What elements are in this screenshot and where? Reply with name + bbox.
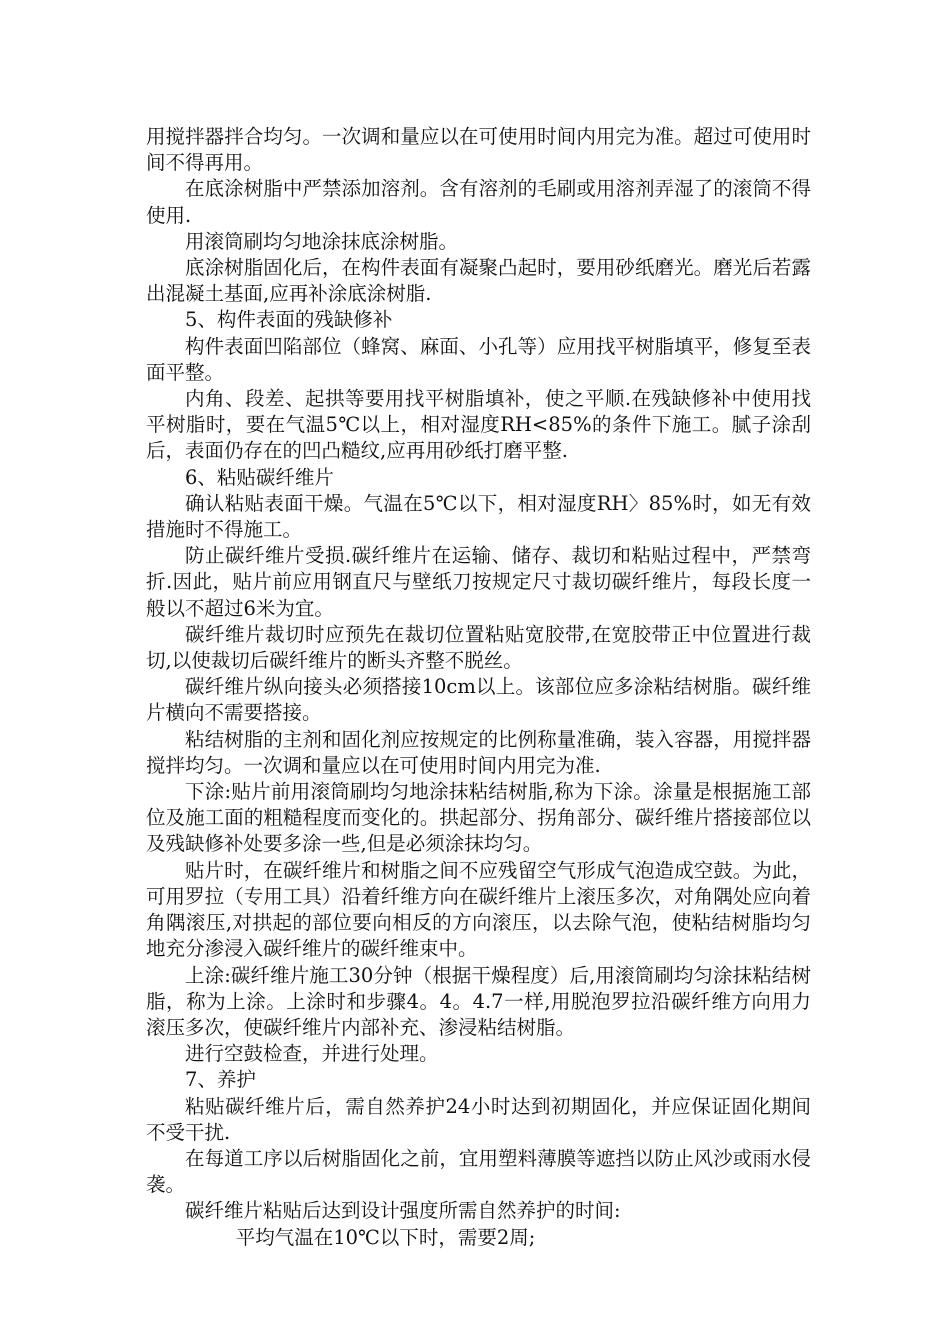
paragraph-fill-depressions: 构件表面凹陷部位（蜂窝、麻面、小孔等）应用找平树脂填平，修复至表面平整。: [146, 334, 811, 384]
paragraph-mixing-continuation: 用搅拌器拌合均匀。一次调和量应以在可使用时间内用完为准。超过可使用时间不得再用。: [146, 125, 811, 175]
paragraph-initial-curing: 粘贴碳纤维片后，需自然养护24小时达到初期固化，并应保证固化期间不受干扰.: [146, 1094, 811, 1144]
paragraph-under-coat: 下涂:贴片前用滚筒刷均匀地涂抹粘结树脂,称为下涂。涂量是根据施工部位及施工面的粗糙程度而变化的。拱起部分、拐角部分、碳纤维片搭接部位以及残缺修补处要多涂一些,但是必须涂抹均匀。: [146, 780, 811, 856]
section-heading-surface-repair: 5、构件表面的残缺修补: [185, 308, 393, 332]
paragraph-lap-joint: 碳纤维片纵向接头必须搭接10cm以上。该部位应多涂粘结树脂。碳纤维片横向不需要搭接。: [146, 675, 811, 725]
paragraph-roller-pressing: 贴片时，在碳纤维片和树脂之间不应残留空气形成气泡造成空鼓。为此，可用罗拉（专用工具）沿着纤维方向在碳纤维片上滚压多次，对角隅处应向着角隅滚压,对拱起的部位要向相反的方向滚压，以去除气泡，使粘结树脂均匀地充分渗浸入碳纤维片的碳纤维束中。: [146, 858, 811, 961]
paragraph-cutting-tape: 碳纤维片裁切时应预先在裁切位置粘贴宽胶带,在宽胶带正中位置进行裁切,以使裁切后碳纤维片的断头齐整不脱丝。: [146, 622, 811, 673]
paragraph-curing-below-10c: 平均气温在10℃以下时，需要2周;: [235, 1225, 536, 1249]
paragraph-void-check: 进行空鼓检查，并进行处理。: [185, 1042, 439, 1066]
paragraph-roller-primer: 用滚筒刷均匀地涂抹底涂树脂。: [185, 229, 459, 253]
paragraph-protection: 在每道工序以后树脂固化之前，宜用塑料薄膜等遮挡以防止风沙或雨水侵袭。: [146, 1146, 811, 1197]
paragraph-resin-mixing: 粘结树脂的主剂和固化剂应按规定的比例称量准确，装入容器，用搅拌器搅拌均匀。一次调和量应以在可使用时间内用完为准.: [146, 727, 811, 777]
paragraph-dry-surface: 确认粘贴表面干燥。气温在5℃以下，相对湿度RH〉85%时，如无有效措施时不得施工。: [146, 491, 811, 542]
paragraph-no-solvent: 在底涂树脂中严禁添加溶剂。含有溶剂的毛刷或用溶剂弄湿了的滚筒不得使用.: [146, 177, 811, 227]
paragraph-primer-sanding: 底涂树脂固化后，在构件表面有凝聚凸起时，要用砂纸磨光。磨光后若露出混凝土基面,应再补涂底涂树脂.: [146, 256, 811, 306]
document-body: [146, 124, 811, 1251]
paragraph-top-coat: 上涂:碳纤维片施工30分钟（根据干燥程度）后,用滚筒刷均匀涂抹粘结树脂，称为上涂。上涂时和步骤4。4。4.7一样,用脱泡罗拉沿碳纤维方向用力滚压多次，使碳纤维片内部补充、渗浸粘结树脂。: [146, 963, 811, 1039]
section-heading-curing: 7、养护: [185, 1068, 256, 1092]
paragraph-curing-time: 碳纤维片粘贴后达到设计强度所需自然养护的时间:: [185, 1199, 621, 1223]
section-heading-carbon-fiber: 6、粘贴碳纤维片: [185, 465, 334, 489]
paragraph-leveling-resin: 内角、段差、起拱等要用找平树脂填补，使之平顺.在残缺修补中使用找平树脂时，要在气温5℃以上，相对湿度RH<85%的条件下施工。腻子涂刮后，表面仍存在的凹凸糙纹,应再用砂纸打磨平整.: [146, 387, 811, 463]
paragraph-prevent-damage: 防止碳纤维片受损.碳纤维片在运输、储存、裁切和粘贴过程中，严禁弯折.因此，贴片前应用钢直尺与壁纸刀按规定尺寸裁切碳纤维片，每段长度一般以不超过6米为宜。: [146, 544, 811, 620]
